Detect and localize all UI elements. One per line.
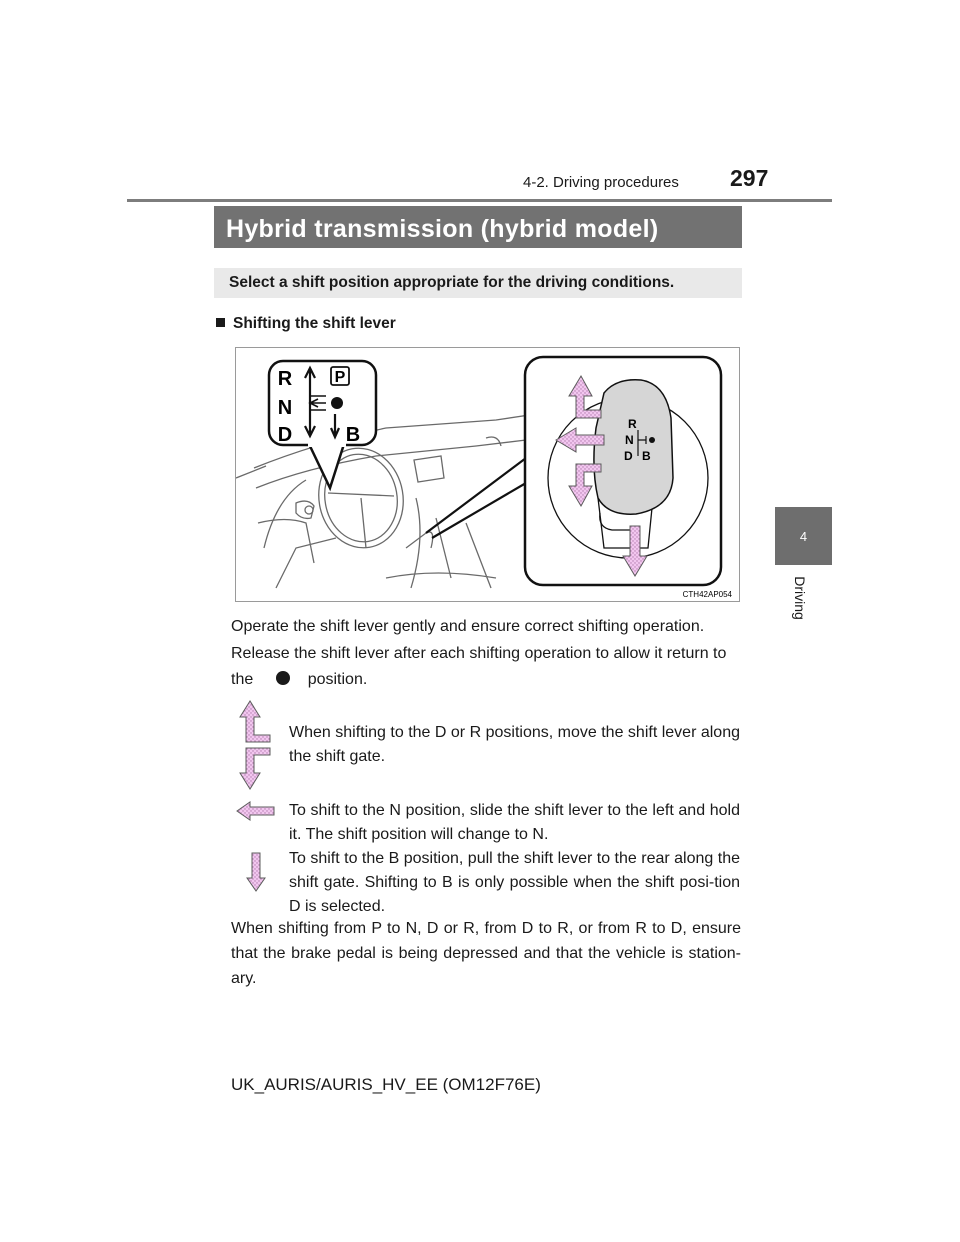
legend-rear-arrow-icon (246, 852, 266, 892)
gate-label-n: N (277, 397, 293, 419)
section-breadcrumb: 4-2. Driving procedures (523, 174, 679, 191)
page-subtitle: Select a shift position appropriate for the driving conditions. (214, 268, 742, 298)
paragraph-release (231, 641, 741, 693)
description-b: To shift to the B position, pull the shift lever to the rear along the shift gate. Shifting to B is only possible when the shift posi-tion D is selected. (289, 850, 740, 915)
shift-lever-illustration (235, 347, 740, 602)
chapter-name: Driving (792, 576, 808, 620)
description-n: To shift to the N position, slide the shift lever to the left and hold it. The shift position will change to N. (289, 802, 740, 843)
page-number: 297 (730, 165, 769, 191)
section-heading-text: Shifting the shift lever (233, 315, 396, 332)
shift-knob-zoom (525, 357, 721, 585)
knob-label-d: D (624, 449, 633, 463)
illustration-svg (236, 348, 739, 601)
legend-left-arrow-icon (236, 800, 276, 822)
neutral-dot-icon (331, 397, 343, 409)
section-heading (216, 315, 396, 333)
legend-up-down-arrows-icon (238, 700, 274, 790)
paragraph-release-tail: position. (307, 671, 368, 688)
knob-label-n: N (625, 433, 634, 447)
description-d-r: When shifting to the D or R positions, move the shift lever along the shift gate. (289, 724, 740, 765)
zoom-callout-line (426, 458, 526, 538)
header-rule (127, 199, 832, 202)
neutral-position-dot-icon (276, 671, 290, 685)
shift-gate-callout (269, 361, 376, 488)
knob-label-b: B (642, 449, 651, 463)
gate-label-b: B (345, 424, 361, 446)
page-title: Hybrid transmission (hybrid model) (214, 206, 742, 248)
knob-label-r: R (628, 417, 637, 431)
paragraph-operate: Operate the shift lever gently and ensure correct shifting operation. (231, 618, 705, 635)
paragraph-release-text: Release the shift lever after each shifting operation to allow it return to the (231, 645, 727, 688)
figure-code: CTH42AP054 (682, 590, 732, 599)
chapter-number: 4 (799, 528, 808, 544)
gate-label-p: P (334, 369, 346, 386)
document-footer: UK_AURIS/AURIS_HV_EE (OM12F76E) (231, 1075, 541, 1094)
bullet-square-icon (216, 318, 225, 327)
gate-label-r: R (277, 368, 293, 390)
paragraph-brake-note: When shifting from P to N, D or R, from D to R, or from R to D, ensure that the brake pedal is being depressed and that the vehicle is station-ary. (231, 920, 741, 987)
chapter-tab[interactable] (775, 507, 832, 565)
gate-label-d: D (277, 424, 293, 446)
chapter-label (770, 560, 830, 640)
